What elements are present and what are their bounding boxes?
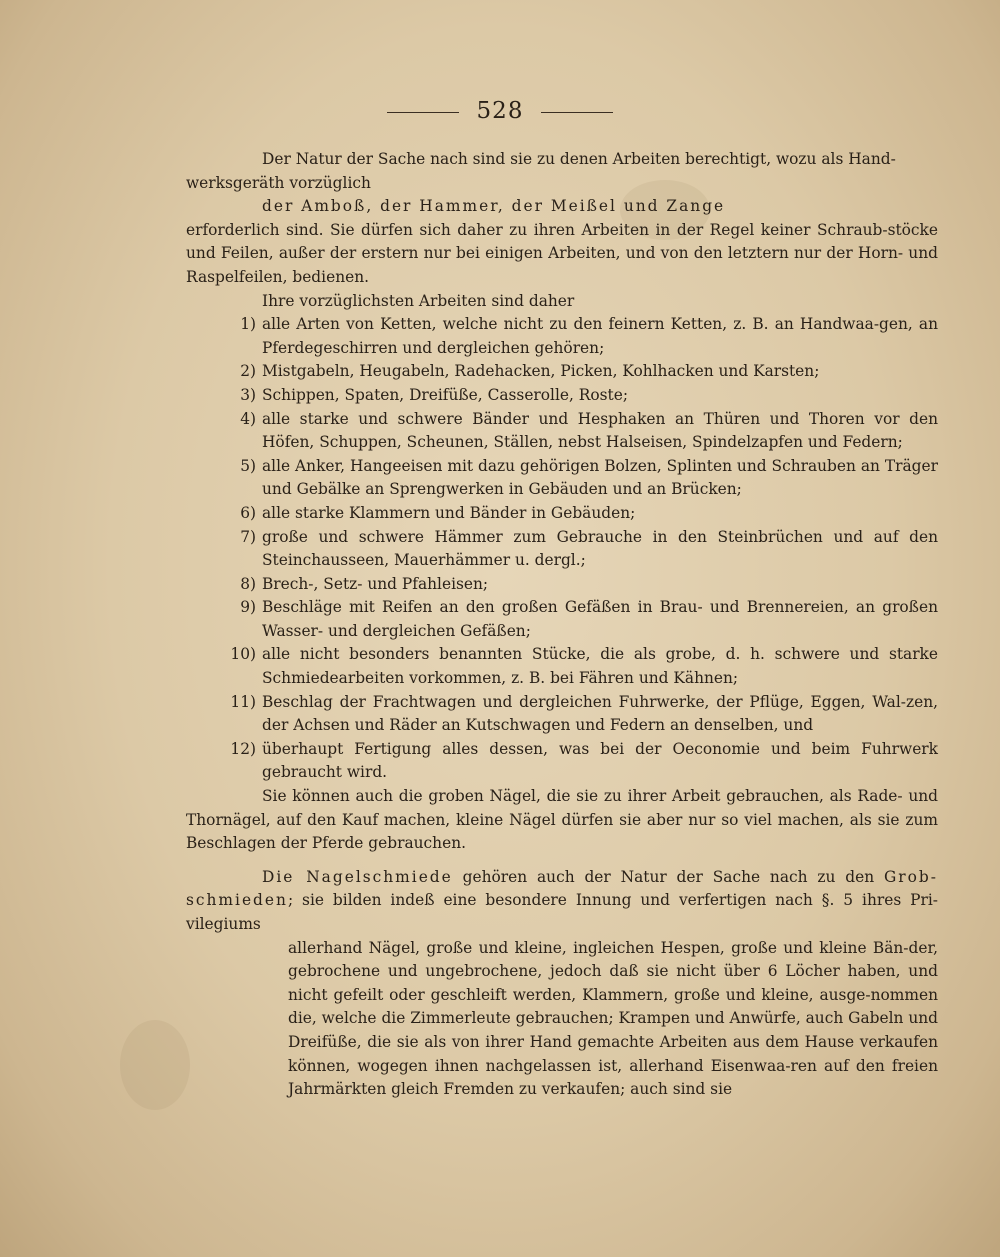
tools-line: der Amboß, der Hammer, der Meißel und Zange: [262, 197, 726, 216]
paragraph-nagelschmiede: [186, 866, 938, 937]
page-number-text: 528: [476, 98, 524, 124]
list-item-text: alle starke Klammern und Bänder in Gebäuden;: [262, 503, 636, 522]
list-intro: Ihre vorzüglichsten Arbeiten sind daher: [262, 291, 575, 310]
paragraph-intro-line2: werksgeräth vorzüglich: [186, 173, 371, 192]
list-item-text: Beschläge mit Reifen an den großen Gefäßen in Brau- und Brennereien, an großen Wasser- und dergleichen Gefäßen;: [262, 598, 938, 640]
list-item: [186, 573, 938, 597]
work-list: [186, 313, 938, 785]
list-item: [186, 360, 938, 384]
list-item-number: 9): [240, 598, 256, 617]
paper-stain: [120, 1020, 190, 1110]
list-item-number: 6): [240, 503, 256, 522]
paragraph-naegel: Sie können auch die groben Nägel, die sie zu ihrer Arbeit gebrauchen, als Rade- und Thornägel, auf den Kauf machen, kleine Nägel dürfen sie aber nur so viel machen, als sie zum Beschlagen der Pferde gebrauchen.: [186, 787, 938, 853]
list-item: [186, 643, 938, 690]
list-item-number: 10): [230, 645, 256, 664]
list-item: [186, 455, 938, 502]
list-item-text: alle nicht besonders benannten Stücke, die als grobe, d. h. schwere und starke Schmiedearbeiten vorkommen, z. B. bei Fähren und Kähnen;: [262, 645, 938, 688]
list-item: [186, 738, 938, 785]
paragraph-gap: [186, 856, 938, 866]
list-item-text: große und schwere Hämmer zum Gebrauche in den Steinbrüchen und auf den Steinchausseen, Mauerhämmer u. dergl.;: [262, 527, 938, 570]
nagelschmiede-term: Die Nagelschmiede: [262, 867, 453, 886]
paragraph-intro-line1: Der Natur der Sache nach sind sie zu denen Arbeiten berechtigt, wozu als Hand-: [262, 150, 896, 168]
nagelschmiede-text: gehören auch der Natur der Sache nach zu den: [462, 867, 875, 886]
page-number: [0, 98, 1000, 124]
list-item: [186, 408, 938, 455]
privilegium-quote: allerhand Nägel, große und kleine, ingleichen Hespen, große und kleine Bän-der, gebrochene und ungebrochene, jedoch daß sie nicht über 6 Löcher haben, und nicht gefeilt oder geschleift werden, Klammern, große und kleine, ausge-nommen die, welche die Zimmerleute gebrauchen; Krampen und Anwürfe, auch Gabeln und Dreifüße, die sie als von ihrer Hand gemachte Arbeiten aus dem Hause verkaufen können, wogegen ihnen nachgelassen ist, allerhand Eisenwaa-ren auf den freien Jahrmärkten gleich Fremden zu verkaufen; auch sind sie: [288, 938, 938, 1099]
list-item-number: 8): [240, 574, 256, 593]
grobschmiede-term: Grob-schmieden: [186, 867, 938, 910]
paragraph-intro-rest: erforderlich sind. Sie dürfen sich daher zu ihren Arbeiten in der Regel keiner Schraub-stöcke und Feilen, außer der erstern nur bei einigen Arbeiten, und von den letztern nur der Horn- und Raspelfeilen, bedienen.: [186, 220, 938, 286]
list-item-text: alle Anker, Hangeeisen mit dazu gehörigen Bolzen, Splinten und Schrauben an Träger und Gebälke an Sprengwerken in Gebäuden und an Brücken;: [262, 456, 938, 499]
header-rule-right: [541, 112, 613, 113]
list-item-number: 3): [240, 385, 256, 404]
list-item: [186, 502, 938, 526]
header-rule-left: [387, 112, 459, 113]
nagelschmiede-rest: ; sie bilden indeß eine besondere Innung und verfertigen nach §. 5 ihres Pri-vilegiums: [186, 891, 938, 933]
list-item: [186, 691, 938, 738]
list-item-text: Mistgabeln, Heugabeln, Radehacken, Picken, Kohlhacken und Karsten;: [262, 362, 820, 381]
list-item-text: Schippen, Spaten, Dreifüße, Casserolle, Roste;: [262, 385, 629, 404]
list-item-number: 7): [240, 527, 256, 546]
list-item-text: überhaupt Fertigung alles dessen, was bei der Oeconomie und beim Fuhrwerk gebraucht wird.: [262, 739, 938, 782]
list-item: [186, 526, 938, 573]
body-text: [186, 148, 938, 1102]
list-item-number: 2): [240, 362, 256, 381]
list-item-text: Brech-, Setz- und Pfahleisen;: [262, 574, 489, 593]
list-item-number: 11): [230, 692, 256, 711]
list-item: [186, 384, 938, 408]
list-item-number: 4): [240, 409, 256, 428]
list-item-text: Beschlag der Frachtwagen und dergleichen Fuhrwerke, der Pflüge, Eggen, Wal-zen, der Achsen und Räder an Kutschwagen und Federn an denselben, und: [262, 692, 938, 735]
list-item-number: 12): [230, 739, 256, 758]
list-item-number: 5): [240, 456, 256, 475]
list-item-text: alle Arten von Ketten, welche nicht zu den feinern Ketten, z. B. an Handwaa-gen, an Pferdegeschirren und dergleichen gehören;: [262, 315, 938, 357]
list-item-number: 1): [240, 315, 256, 334]
list-item: [186, 596, 938, 643]
list-item: [186, 313, 938, 360]
list-item-text: alle starke und schwere Bänder und Hesphaken an Thüren und Thoren vor den Höfen, Schuppen, Scheunen, Ställen, nebst Halseisen, Spindelzapfen und Federn;: [262, 409, 938, 452]
